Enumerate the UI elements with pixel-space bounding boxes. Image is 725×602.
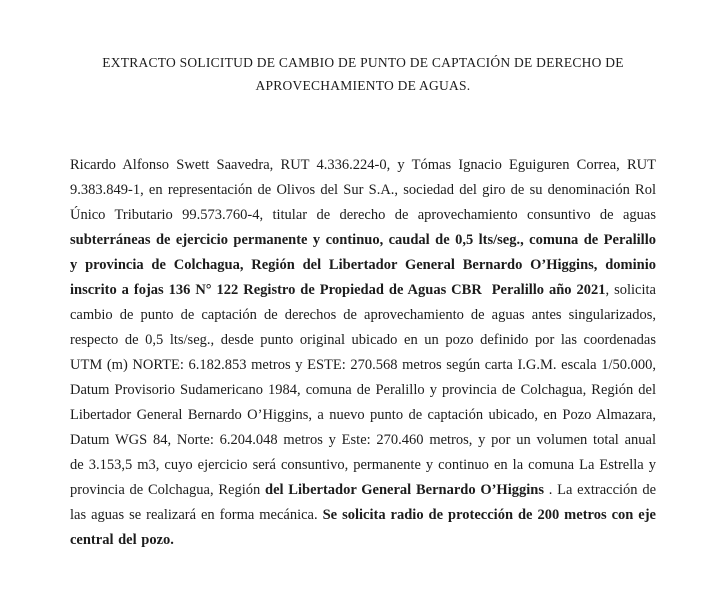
body-paragraph [70, 153, 656, 553]
paragraph-bold-segment: del Libertador General Bernardo O’Higgins [265, 482, 544, 498]
paragraph-text-segment: . La extracción de las aguas se realizará en forma mecánica. [70, 482, 657, 523]
paragraph-text-segment: , solicita cambio de punto de captación de derechos de aprovechamiento de aguas antes singularizados, respecto de 0,5 lts/seg., desde punto original ubicado en un pozo definido por las coordenadas UTM (m) NORTE: 6.182.853 metros y ESTE: 270.568 metros según carta I.G.M. escala 1/50.000, Datum Provisorio Sudamericano 1984, comuna de Peralillo y provincia de Colchagua, Región del Libertador General Bernardo O’Higgins, a nuevo punto de captación ubicado, en Pozo Almazara, Datum WGS 84, Norte: 6.204.048 metros y Este: 270.460 metros, y por un volumen total anual de 3.153,5 m3, cuyo ejercicio será consuntivo, permanente y continuo en la comuna La Estrella y provincia de Colchagua, Región [70, 282, 656, 498]
document-title-line-1: EXTRACTO SOLICITUD DE CAMBIO DE PUNTO DE CAPTACIÓN DE DERECHO DE [102, 55, 624, 70]
paragraph-bold-segment: subterráneas de ejercicio permanente y continuo, caudal de 0,5 lts/seg., comuna de Peralillo y provincia de Colchagua, Región del Libertador General Bernardo O’Higgins, dominio inscrito a fojas 136 N° 122 Registro de Propiedad de Aguas CBR Peralillo año 2021 [70, 232, 656, 298]
paragraph-text-segment: Ricardo Alfonso Swett Saavedra, RUT 4.336.224-0, y Tómas Ignacio Eguiguren Correa, RUT 9.383.849-1, en representación de Olivos del Sur S.A., sociedad del giro de su denominación Rol Único Tributario 99.573.760-4, titular de derecho de aprovechamiento consuntivo de aguas [70, 157, 656, 223]
document-title [70, 52, 656, 97]
paragraph-bold-segment: Se solicita radio de protección de 200 metros con eje central del pozo. [70, 507, 656, 548]
document-title-line-2: APROVECHAMIENTO DE AGUAS. [255, 77, 471, 93]
